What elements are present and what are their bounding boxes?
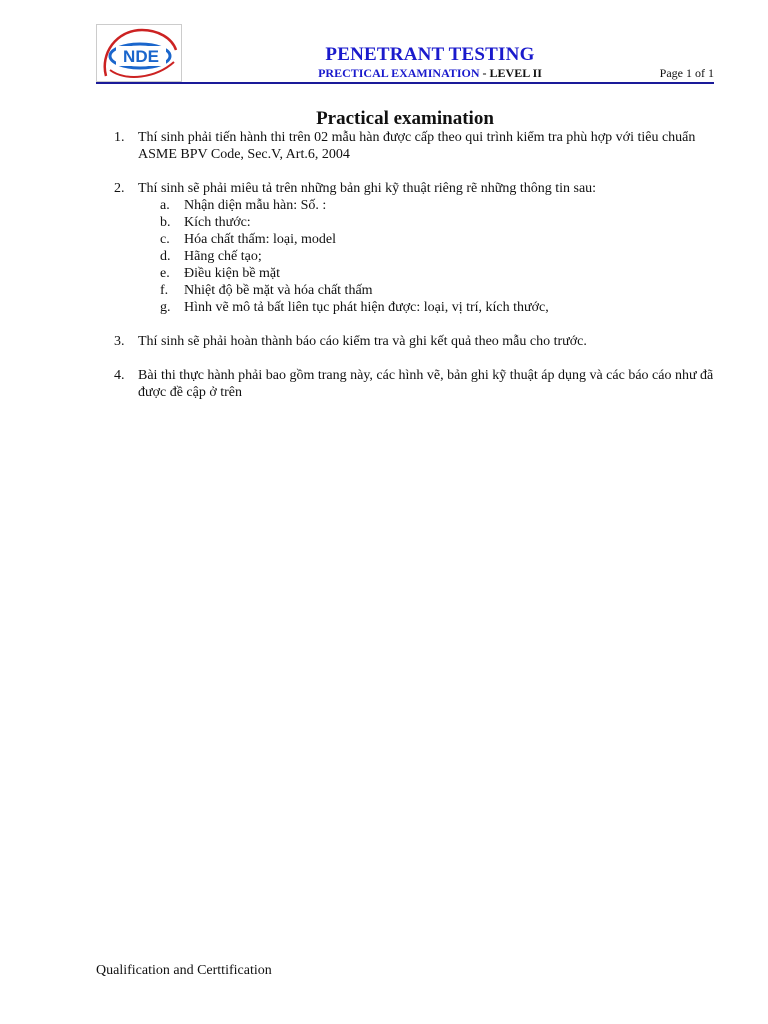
page-footer: Qualification and Certtification: [96, 963, 272, 978]
sub-item-letter: e.: [160, 266, 170, 281]
header-divider: [96, 82, 714, 84]
sub-item-text: Nhiệt độ bề mặt và hóa chất thấm: [184, 283, 373, 298]
sub-list: [160, 197, 726, 316]
main-title: Practical examination: [316, 108, 494, 129]
instruction-item: [114, 333, 726, 350]
item-text: Bài thi thực hành phải bao gồm trang này, các hình vẽ, bản ghi kỹ thuật áp dụng và các báo cáo như đã được đề cập ở trên: [138, 368, 714, 400]
sub-item-text: Nhận diện mẫu hàn: Số. :: [184, 198, 327, 213]
document-title: PENETRANT TESTING: [325, 44, 535, 65]
subtitle-separator: -: [479, 66, 490, 80]
sub-list-item: [160, 265, 726, 282]
item-number: 1.: [114, 130, 125, 145]
item-text: Thí sinh sẽ phải miêu tả trên những bản ghi kỹ thuật riêng rẽ những thông tin sau:: [138, 181, 597, 196]
sub-item-letter: g.: [160, 300, 171, 315]
subtitle-main: PRECTICAL EXAMINATION: [318, 66, 480, 80]
sub-list-item: [160, 231, 726, 248]
sub-item-letter: b.: [160, 215, 171, 230]
item-body: [138, 180, 726, 316]
item-text: Thí sinh sẽ phải hoàn thành báo cáo kiểm tra và ghi kết quả theo mẫu cho trước.: [138, 334, 587, 349]
sub-item-text: Điều kiện bề mặt: [184, 266, 281, 281]
sub-list-item: [160, 214, 726, 231]
page-number: Page 1 of 1: [659, 66, 714, 80]
nde-logo-icon: [96, 24, 182, 82]
sub-list-item: [160, 299, 726, 316]
sub-item-letter: f.: [160, 283, 169, 298]
sub-list-item: [160, 197, 726, 214]
sub-item-letter: c.: [160, 232, 170, 247]
instruction-list: [114, 129, 726, 418]
nde-logo: [96, 24, 182, 82]
sub-item-text: Hóa chất thấm: loại, model: [184, 232, 337, 247]
sub-item-text: Kích thước:: [184, 215, 251, 230]
sub-item-letter: a.: [160, 198, 170, 213]
document-subtitle: [250, 66, 610, 81]
item-number: 2.: [114, 181, 125, 196]
instruction-item: [114, 129, 726, 163]
instruction-item: [114, 367, 726, 401]
sub-list-item: [160, 282, 726, 299]
item-number: 3.: [114, 334, 125, 349]
sub-item-text: Hình vẽ mô tả bất liên tục phát hiện được: loại, vị trí, kích thước,: [184, 300, 549, 315]
instruction-item: [114, 180, 726, 316]
item-text: Thí sinh phải tiến hành thi trên 02 mẫu hàn được cấp theo qui trình kiểm tra phù hợp với tiêu chuẩn ASME BPV Code, Sec.V, Art.6, 2004: [138, 130, 696, 162]
subtitle-level: LEVEL II: [489, 66, 542, 80]
logo-text: NDE: [123, 47, 159, 66]
item-number: 4.: [114, 368, 125, 383]
sub-item-letter: d.: [160, 249, 171, 264]
sub-list-item: [160, 248, 726, 265]
sub-item-text: Hãng chế tạo;: [184, 249, 262, 264]
